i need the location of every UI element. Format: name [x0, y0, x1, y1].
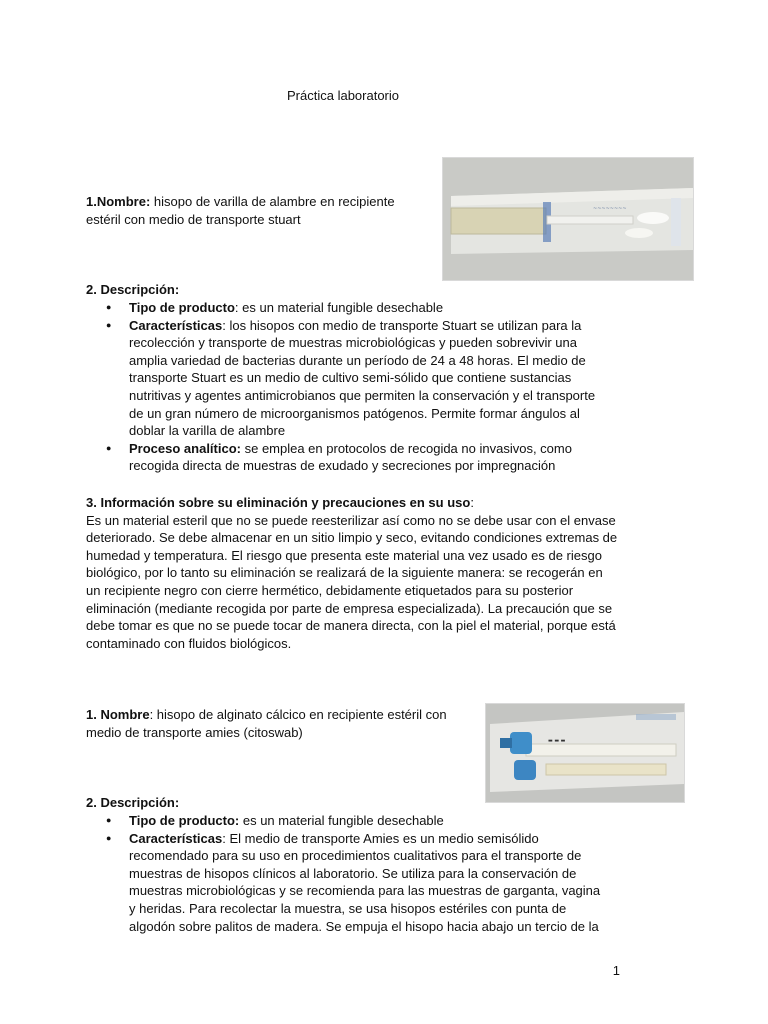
svg-text:▬ ▬ ▬: ▬ ▬ ▬: [548, 738, 566, 744]
bullet-text: : es un material fungible desechable: [234, 300, 444, 315]
item1-bullet-proceso: [86, 440, 606, 475]
colon: :: [470, 495, 474, 510]
bullet-text: : El medio de transporte Amies es un medio semisólido recomendado para su uso en procedimientos cualitativos para el transporte de muestras de hisopos clínicos al laboratorio. Se utiliza para la conservación de muestras microbiológicas y se recomienda para las muestras de garganta, vagina y heridas. Para recolectar la muestra, se usa hisopos estériles con punta de algodón sobre palitos de madera. Se empuja el hisopo hacia abajo un tercio de la: [129, 830, 601, 934]
bullet-label: Tipo de producto: [129, 300, 235, 315]
bullet-label: Características: [129, 317, 223, 333]
item1-description-heading: [86, 281, 179, 299]
amies-swab-photo: [485, 703, 685, 803]
item2-name: [86, 706, 456, 741]
item1-bullet-caracteristicas: [86, 317, 606, 440]
item2-bullet-list: [86, 812, 606, 935]
item2-bullet-caracteristicas: [86, 830, 606, 936]
item2-bullet-tipo: [86, 812, 606, 830]
stuart-swab-photo: [442, 157, 694, 281]
item1-disposal-text: Es un material esteril que no se puede reesterilizar así como no se debe usar con el envase deteriorado. Se debe almacenar en un sitio limpio y seco, evitando condiciones extremas de humedad y temperatura. El riesgo que presenta este material una vez usado es de riesgo biológico, por lo tanto su eliminación se realizará de la siguiente manera: se recogerán en un recipiente negro con cierre hermético, debidamente etiquetados para su posterior eliminación (mediante recogida por parte de empresa especializada). La precaución que se debe tomar es que no se puede tocar de manera directa, con la piel el material, porque está contaminado con fluidos biológicos.: [86, 512, 618, 651]
bullet-text: se emplea en protocolos de recogida no invasivos, como recogida directa de muestras de exudado y secreciones por impregnación: [129, 440, 572, 474]
item1-disposal-heading: 3. Información sobre su eliminación y precauciones en su uso: [86, 495, 471, 510]
item2-description-heading-text: 2. Descripción:: [86, 795, 180, 810]
item1-name: [86, 193, 406, 228]
item1-disposal-info: [86, 494, 618, 652]
item1-bullet-list: [86, 299, 606, 475]
bullet-text: : los hisopos con medio de transporte Stuart se utilizan para la recolección y transporte de muestras microbiológicas y pueden sobrevivir una amplia variedad de bacterias durante un período de 24 a 48 horas. El medio de transporte Stuart es un medio de cultivo semi-sólido que contiene sustancias nutritivas y agentes antimicrobianos que permiten la conservación y el transporte de un gran número de microorganismos patógenos. Permite formar ángulos al doblar la varilla de alambre: [129, 317, 596, 439]
item1-name-label: 1.Nombre:: [86, 194, 151, 209]
item2-description-heading: [86, 794, 179, 812]
item1-bullet-tipo: [86, 299, 606, 317]
bullet-text: es un material fungible desechable: [239, 813, 444, 828]
bullet-label: Características: [129, 830, 223, 846]
bullet-label: Tipo de producto:: [129, 813, 240, 828]
page-title: Práctica laboratorio: [287, 88, 399, 103]
page-number: 1: [612, 963, 620, 978]
item2-name-label: 1. Nombre: [86, 707, 150, 722]
bullet-label: Proceso analítico:: [129, 440, 241, 456]
item1-name-text: hisopo de varilla de alambre en recipiente estéril con medio de transporte stuart: [86, 194, 395, 227]
item2-name-text: : hisopo de alginato cálcico en recipiente estéril con medio de transporte amies (citoswab): [86, 707, 447, 740]
svg-text:~~~~~~~~: ~~~~~~~~: [593, 206, 627, 212]
item1-description-heading-text: 2. Descripción:: [86, 282, 180, 297]
